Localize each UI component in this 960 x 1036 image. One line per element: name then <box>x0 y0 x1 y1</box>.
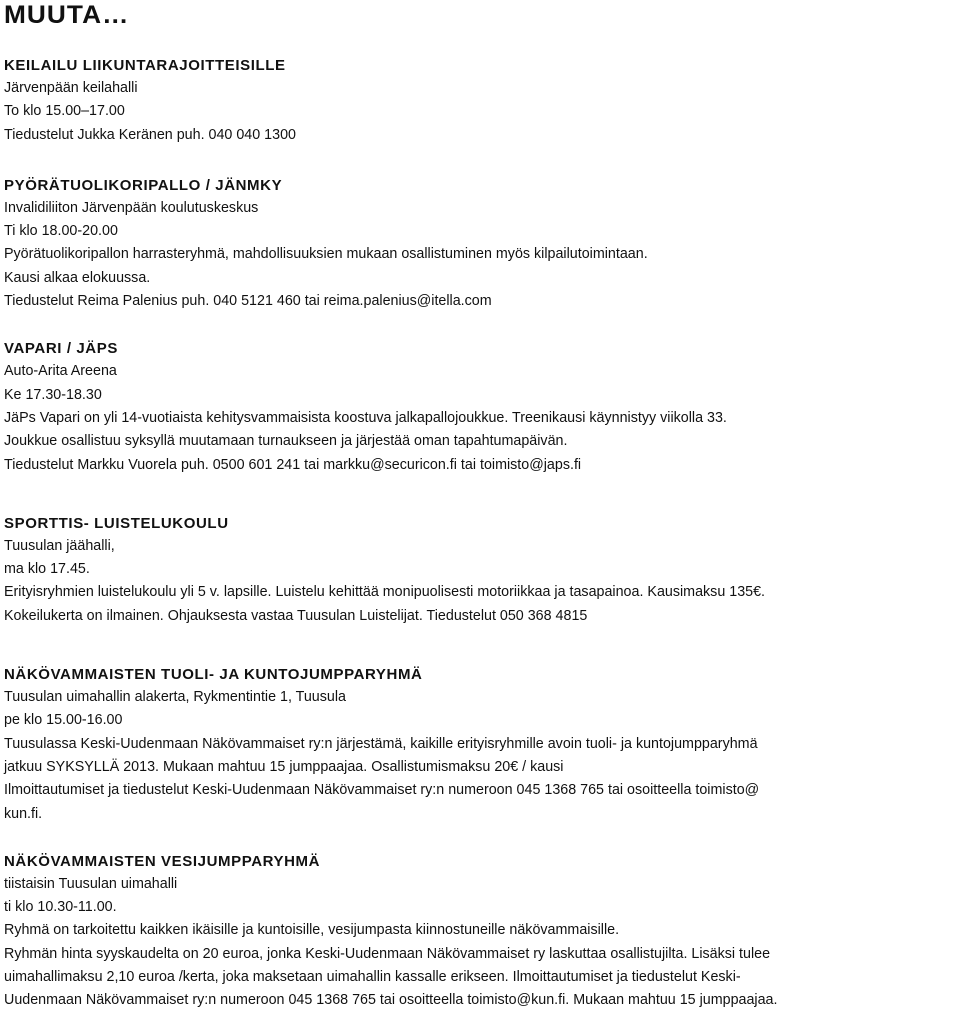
document-page <box>4 0 958 1013</box>
location-text: Tuusulan jäähalli, <box>4 537 115 554</box>
description-text: Kausi alkaa elokuussa. <box>4 269 151 286</box>
description-text: Joukkue osallistuu syksyllä muutamaan turnaukseen ja järjestää oman tapahtumapäivän. <box>4 433 568 450</box>
location-text: Tuusulan uimahallin alakerta, Rykmentintie 1, Tuusula <box>4 689 346 706</box>
description-text: JäPs Vapari on yli 14-vuotiaista kehitysvammaisista koostuva jalkapallojoukkue. Treenikausi käynnistyy viikolla 33. <box>4 409 727 426</box>
spacer <box>4 40 958 54</box>
spacer <box>4 826 958 850</box>
contact-text: Tiedustelut Jukka Keränen puh. 040 040 1300 <box>4 126 296 143</box>
section-heading: SPORTTIS- LUISTELUKOULU <box>4 514 229 532</box>
location-text: Auto-Arita Areena <box>4 363 117 380</box>
contact-text: Tiedustelut Markku Vuorela puh. 0500 601 241 tai markku@securicon.fi tai toimisto@japs.fi <box>4 456 582 473</box>
section-keilailu <box>4 54 958 147</box>
spacer <box>4 147 958 174</box>
section-pyoratuolikoripallo <box>4 174 958 313</box>
contact-text: Tiedustelut Reima Palenius puh. 040 5121 460 tai reima.palenius@itella.com <box>4 293 492 310</box>
page-title: MUUTA… <box>4 1 130 29</box>
section-heading: PYÖRÄTUOLIKORIPALLO / JÄNMKY <box>4 176 283 194</box>
time-text: To klo 15.00–17.00 <box>4 103 125 120</box>
section-vesijumppa <box>4 850 958 1013</box>
description-text: Ryhmän hinta syyskaudelta on 20 euroa, jonka Keski-Uudenmaan Näkövammaiset ry laskuttaa osallistujilta. Lisäksi tulee <box>4 945 771 962</box>
location-text: tiistaisin Tuusulan uimahalli <box>4 875 178 892</box>
description-text: Pyörätuolikoripallon harrasteryhmä, mahdollisuuksien mukaan osallistuminen myös kilpailutoimintaan. <box>4 246 648 263</box>
spacer <box>4 628 958 663</box>
location-text: Järvenpään keilahalli <box>4 80 138 96</box>
spacer <box>4 477 958 512</box>
section-tuolijumppa <box>4 663 958 826</box>
section-luistelukoulu <box>4 512 958 628</box>
contact-text: Uudenmaan Näkövammaiset ry:n numeroon 045 1368 765 tai osoitteella toimisto@kun.fi. Mukaan mahtuu 15 jumppaajaa. <box>4 992 778 1009</box>
section-heading: NÄKÖVAMMAISTEN VESIJUMPPARYHMÄ <box>4 852 321 870</box>
section-heading: KEILAILU LIIKUNTARAJOITTEISILLE <box>4 57 286 74</box>
time-text: ti klo 10.30-11.00. <box>4 899 117 916</box>
section-heading: VAPARI / JÄPS <box>4 340 118 358</box>
description-text: Tuusulassa Keski-Uudenmaan Näkövammaiset ry:n järjestämä, kaikille erityisryhmille avoin tuoli- ja kuntojumpparyhmä <box>4 735 758 752</box>
time-text: Ke 17.30-18.30 <box>4 386 102 403</box>
time-text: pe klo 15.00-16.00 <box>4 712 123 729</box>
description-text: Erityisryhmien luistelukoulu yli 5 v. lapsille. Luistelu kehittää monipuolisesti motoriikkaa ja tasapainoa. Kausimaksu 135€. <box>4 584 766 601</box>
description-text: uimahallimaksu 2,10 euroa /kerta, joka maksetaan uimahallin kassalle erikseen. Ilmoittautumiset ja tiedustelut Keski- <box>4 969 741 986</box>
spacer <box>4 313 958 337</box>
section-heading: NÄKÖVAMMAISTEN TUOLI- JA KUNTOJUMPPARYHMÄ <box>4 666 423 684</box>
location-text: Invalidiliiton Järvenpään koulutuskeskus <box>4 199 259 216</box>
contact-text: kun.fi. <box>4 805 43 822</box>
description-text: jatkuu SYKSYLLÄ 2013. Mukaan mahtuu 15 jumppaajaa. Osallistumismaksu 20€ / kausi <box>4 758 564 775</box>
description-text: Ryhmä on tarkoitettu kaikken ikäisille ja kuntoisille, vesijumpasta kiinnostuneille näkövammaisille. <box>4 922 620 939</box>
section-vapari <box>4 337 958 476</box>
contact-text: Ilmoittautumiset ja tiedustelut Keski-Uudenmaan Näkövammaiset ry:n numeroon 045 1368 765 tai osoitteella toimisto@ <box>4 782 760 799</box>
time-text: Ti klo 18.00-20.00 <box>4 223 118 240</box>
contact-text: Kokeilukerta on ilmainen. Ohjauksesta vastaa Tuusulan Luistelijat. Tiedustelut 050 368 4815 <box>4 607 588 624</box>
time-text: ma klo 17.45. <box>4 561 90 578</box>
